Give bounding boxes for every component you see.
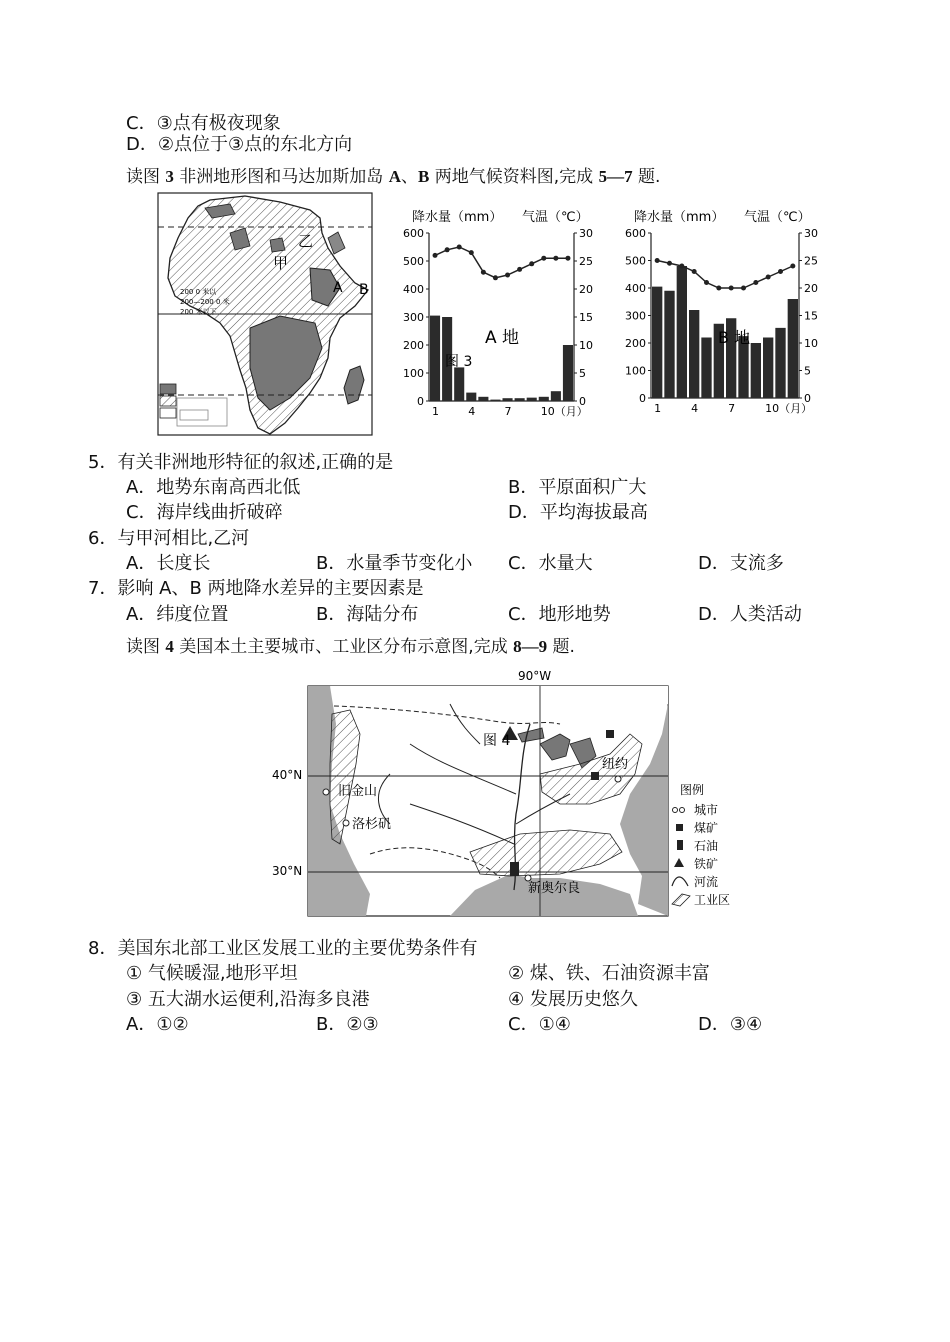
- chart-a-bar-month-10: [539, 397, 549, 401]
- chart-b-bar-month-4: [689, 310, 699, 398]
- q6-option-b[interactable]: B．水量季节变化小: [316, 553, 473, 574]
- chart-b-bar-month-5: [701, 338, 711, 399]
- point-b-label: B: [359, 282, 369, 298]
- q8-option-b[interactable]: B．②③: [316, 1014, 379, 1035]
- chart-b-precip-ticks: [625, 227, 651, 405]
- chart-a-month-tick-7: 7: [504, 405, 512, 418]
- intro-figure4: 读图 4 美国本土主要城市、工业区分布示意图,完成 8—9 题.: [126, 637, 575, 657]
- chart-b-temp-point-9: [753, 280, 758, 285]
- chart-a-bar-month-4: [466, 393, 476, 401]
- chart-b-temp-ticks: [799, 227, 818, 405]
- chart-a-bar-month-11: [551, 391, 561, 401]
- chart-a-temp-point-6: [493, 275, 498, 280]
- legend-text-3: 200 米以下: [180, 308, 217, 316]
- climate-chart-a: [403, 209, 593, 418]
- la-city-marker: [343, 820, 349, 826]
- q5-option-b[interactable]: B．平原面积广大: [508, 477, 647, 498]
- chart-b-temp-point-2: [667, 261, 672, 266]
- city-label-la: 洛杉矶: [352, 817, 392, 832]
- chart-a-precip-tick-0: 0: [417, 395, 424, 408]
- chart-a-precip-tick-200: 200: [403, 339, 424, 352]
- legend-oil: 石油: [694, 839, 719, 853]
- figure4-legend: [672, 782, 730, 907]
- chart-b-temp-point-4: [692, 269, 697, 274]
- chart-b-temp-axis-label: 气温（℃）: [744, 210, 811, 225]
- legend-swatch-low: [160, 408, 176, 418]
- climate-chart-b: [625, 209, 818, 415]
- chart-b-temp-point-12: [790, 264, 795, 269]
- chart-b-temp-tick-0: 0: [804, 392, 811, 405]
- chart-a-temp-ticks: [574, 227, 593, 408]
- chart-a-temp-point-3: [457, 245, 462, 250]
- oil-marker: [510, 862, 519, 876]
- chart-a-temp-point-4: [469, 250, 474, 255]
- chart-b-month-tick-4: 4: [691, 402, 699, 415]
- sf-city-marker: [323, 789, 329, 795]
- chart-b-temp-point-6: [716, 286, 721, 291]
- river-jia-label: 甲: [273, 254, 289, 272]
- prev-option-c: C．③点有极夜现象: [126, 113, 281, 134]
- q6-option-a[interactable]: A．长度长: [126, 553, 211, 574]
- chart-b-temp-tick-5: 5: [804, 364, 811, 378]
- chart-a-temp-point-8: [517, 267, 522, 272]
- q7-option-b[interactable]: B．海陆分布: [316, 604, 419, 625]
- chart-a-temp-point-12: [565, 256, 570, 261]
- chart-b-precip-tick-600: 600: [625, 227, 646, 240]
- chart-a-precip-tick-400: 400: [403, 283, 424, 296]
- chart-a-bar-month-12: [563, 345, 573, 401]
- chart-a-temp-tick-10: 10: [579, 339, 593, 352]
- q8-statement-1: ① 气候暖湿,地形平坦: [126, 963, 298, 984]
- longitude-label: 90°W: [518, 669, 552, 683]
- chart-a-month-tick-4: 4: [468, 405, 476, 418]
- figure4-caption: 图 4: [483, 733, 511, 749]
- q8-option-d[interactable]: D．③④: [698, 1014, 763, 1035]
- chart-a-precip-tick-500: 500: [403, 255, 424, 268]
- q8-option-a[interactable]: A．①②: [126, 1014, 189, 1035]
- chart-a-bar-month-9: [527, 398, 537, 401]
- chart-b-precip-tick-400: 400: [625, 282, 646, 295]
- chart-b-bar-month-12: [788, 299, 798, 398]
- chart-a-precip-tick-300: 300: [403, 311, 424, 324]
- chart-a-bar-month-8: [515, 398, 525, 401]
- legend-text-1: 200 0 米以: [180, 288, 217, 296]
- legend-industry: 工业区: [694, 893, 731, 907]
- q8-statement-4: ④ 发展历史悠久: [508, 989, 638, 1010]
- chart-a-temp-point-5: [481, 270, 486, 275]
- q7-option-a[interactable]: A．纬度位置: [126, 604, 229, 625]
- q8-statement-2: ② 煤、铁、石油资源丰富: [508, 963, 710, 984]
- q8-statement-3: ③ 五大湖水运便利,沿海多良港: [126, 989, 370, 1010]
- chart-b-bar-month-2: [664, 291, 674, 398]
- chart-a-month-tick-10: 10（月）: [540, 405, 588, 418]
- legend-swatch-high: [160, 384, 176, 394]
- lat40-label: 40°N: [272, 768, 303, 782]
- chart-a-precip-tick-100: 100: [403, 367, 424, 380]
- chart-b-temp-point-1: [655, 258, 660, 263]
- chart-a-temp-point-2: [445, 247, 450, 252]
- legend-iron: 铁矿: [694, 857, 719, 871]
- chart-b-temp-point-3: [679, 264, 684, 269]
- q5-option-a[interactable]: A．地势东南高西北低: [126, 477, 301, 498]
- legend-city: 城市: [694, 803, 719, 817]
- chart-b-title: B 地: [718, 328, 751, 347]
- chart-a-precip-tick-600: 600: [403, 227, 424, 240]
- figure4: [270, 664, 750, 922]
- chart-b-month-ticks: [654, 402, 812, 415]
- chart-b-bar-month-3: [677, 266, 687, 398]
- chart-b-month-tick-7: 7: [728, 402, 736, 415]
- q5-option-c[interactable]: C．海岸线曲折破碎: [126, 502, 283, 523]
- chart-a-temp-tick-0: 0: [579, 395, 586, 408]
- chart-b-precip-axis-label: 降水量（mm）: [634, 210, 725, 225]
- chart-a-temp-point-11: [553, 256, 558, 261]
- chart-b-temp-point-8: [741, 286, 746, 291]
- river-yi-label: 乙: [298, 232, 314, 250]
- lat30-label: 30°N: [272, 864, 303, 878]
- chart-b-temp-tick-15: 15: [804, 309, 818, 323]
- ny-city-marker: [615, 776, 621, 782]
- chart-b-temp-tick-30: 30: [804, 227, 818, 240]
- q8-option-c[interactable]: C．①④: [508, 1014, 571, 1035]
- chart-a-bar-month-6: [490, 400, 500, 401]
- point-a-label: A: [333, 280, 343, 296]
- chart-a-temp-point-9: [529, 261, 534, 266]
- q6-stem: 6．与甲河相比,乙河: [88, 528, 250, 549]
- chart-b-precip-tick-200: 200: [625, 337, 646, 350]
- chart-a-temp-tick-20: 20: [579, 283, 593, 296]
- q8-stem: 8．美国东北部工业区发展工业的主要优势条件有: [88, 938, 478, 959]
- chart-a-bar-month-7: [503, 398, 513, 401]
- prev-option-d: D．②点位于③点的东北方向: [126, 134, 353, 155]
- chart-a-month-ticks: [432, 405, 588, 418]
- chart-a-temp-point-10: [541, 256, 546, 261]
- legend-swatch-mid: [160, 396, 176, 406]
- chart-a-temp-tick-5: 5: [579, 367, 586, 380]
- q5-option-d[interactable]: D．平均海拔最高: [508, 502, 648, 523]
- city-label-no: 新奥尔良: [528, 881, 581, 896]
- chart-b-temp-tick-25: 25: [804, 254, 818, 268]
- chart-b-temp-point-7: [729, 286, 734, 291]
- chart-b-precip-tick-500: 500: [625, 254, 646, 268]
- chart-b-bar-month-10: [763, 338, 773, 399]
- chart-a-precip-ticks: [403, 227, 429, 408]
- chart-b-precip-tick-300: 300: [625, 309, 646, 323]
- chart-b-temp-tick-20: 20: [804, 282, 818, 295]
- q6-option-c[interactable]: C．水量大: [508, 553, 593, 574]
- chart-a-temp-tick-15: 15: [579, 311, 593, 324]
- chart-a-temp-polyline: [435, 247, 568, 278]
- legend-coal: 煤矿: [694, 821, 719, 835]
- chart-b-temp-tick-10: 10: [804, 337, 818, 350]
- q7-option-d[interactable]: D．人类活动: [698, 604, 802, 625]
- chart-b-precip-tick-0: 0: [639, 392, 646, 405]
- chart-a-bar-month-1: [430, 316, 440, 401]
- city-label-sf: 旧金山: [338, 784, 378, 799]
- chart-a-temp-line: [433, 245, 571, 281]
- legend-river: 河流: [694, 875, 719, 889]
- chart-b-temp-point-5: [704, 280, 709, 285]
- chart-b-temp-line: [655, 258, 796, 291]
- legend-text-2: 200—200 0 米: [180, 298, 230, 306]
- chart-a-temp-tick-25: 25: [579, 255, 593, 268]
- q6-option-d[interactable]: D．支流多: [698, 553, 784, 574]
- chart-a-temp-tick-30: 30: [579, 227, 593, 240]
- chart-b-month-tick-10: 10（月）: [765, 402, 813, 415]
- chart-a-bar-month-5: [478, 397, 488, 401]
- chart-a-month-tick-1: 1: [432, 405, 440, 418]
- q5-stem: 5．有关非洲地形特征的叙述,正确的是: [88, 452, 394, 473]
- chart-a-bar-month-3: [454, 367, 464, 401]
- q7-option-c[interactable]: C．地形地势: [508, 604, 611, 625]
- q7-stem: 7．影响 A、B 两地降水差异的主要因素是: [88, 578, 424, 599]
- chart-a-title: A 地: [485, 328, 520, 348]
- coal-mine-marker-2: [591, 772, 599, 780]
- chart-b-bar-month-11: [775, 328, 785, 398]
- chart-a-temp-axis-label: 气温（℃）: [522, 210, 589, 225]
- chart-b-bar-month-9: [751, 343, 761, 398]
- chart-a-precip-axis-label: 降水量（mm）: [412, 210, 503, 225]
- legend-title: 图例: [680, 783, 705, 797]
- figure3: [150, 188, 830, 440]
- city-label-ny: 纽约: [602, 757, 629, 772]
- chart-b-month-tick-1: 1: [654, 402, 662, 415]
- chart-b-bar-month-1: [652, 287, 662, 398]
- chart-a-temp-point-7: [505, 273, 510, 278]
- intro-figure3: 读图 3 非洲地形图和马达加斯加岛 A、B 两地气候资料图,完成 5—7 题.: [126, 167, 661, 187]
- coal-mine-marker-1: [606, 730, 614, 738]
- chart-b-precip-tick-100: 100: [625, 364, 646, 378]
- chart-b-temp-point-10: [766, 275, 771, 280]
- africa-map: [158, 193, 372, 435]
- chart-b-temp-point-11: [778, 269, 783, 274]
- figure3-caption: 图 3: [445, 354, 473, 370]
- chart-a-temp-point-1: [433, 253, 438, 258]
